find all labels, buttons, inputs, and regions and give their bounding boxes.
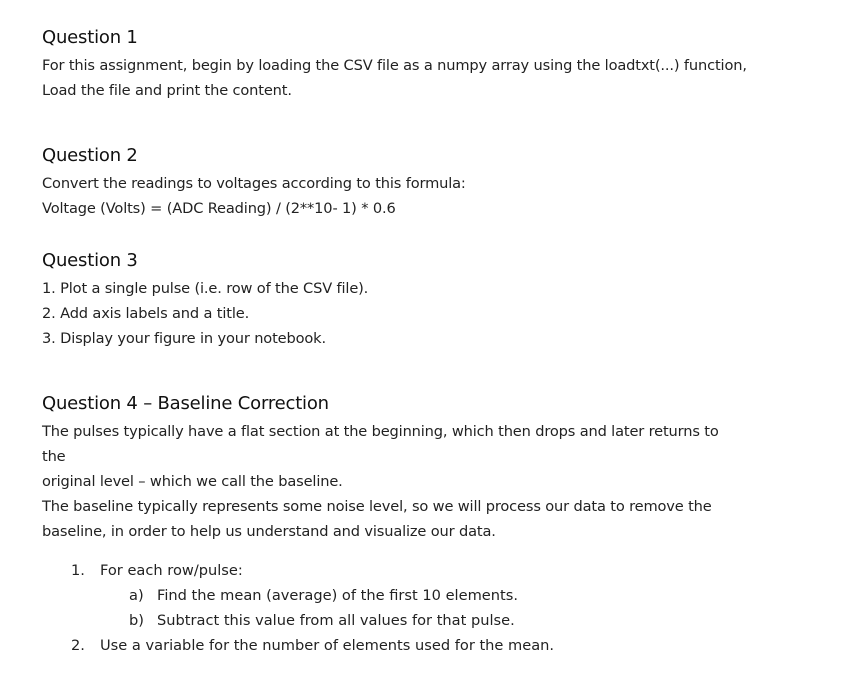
question-3-item-3: 3. Display your figure in your notebook. — [42, 330, 326, 347]
question-4-line-1: The pulses typically have a flat section at the beginning, which then drops and later returns to — [42, 423, 719, 440]
list-subitem-b-text: Subtract this value from all values for that pulse. — [157, 612, 515, 629]
question-1-heading: Question 1 — [42, 27, 138, 48]
question-3-item-2: 2. Add axis labels and a title. — [42, 305, 250, 322]
list-subitem-a-text: Find the mean (average) of the first 10 elements. — [157, 587, 519, 604]
question-4-line-2: the — [42, 448, 66, 465]
question-4-line-4: The baseline typically represents some noise level, so we will process our data to remove the — [42, 498, 712, 515]
list-subitem-b-letter: b) — [129, 612, 144, 629]
list-item-2-number: 2. — [71, 637, 85, 654]
question-4-line-3: original level – which we call the baseline. — [42, 473, 343, 490]
list-item-1-number: 1. — [71, 562, 85, 579]
list-item-2-text: Use a variable for the number of elements used for the mean. — [100, 637, 555, 654]
question-2-heading: Question 2 — [42, 145, 138, 166]
question-2-formula: Voltage (Volts) = (ADC Reading) / (2**10- 1) * 0.6 — [42, 200, 396, 217]
list-item-1-text: For each row/pulse: — [100, 562, 243, 579]
question-4-heading: Question 4 – Baseline Correction — [42, 393, 329, 414]
question-3-heading: Question 3 — [42, 250, 138, 271]
question-3-item-1: 1. Plot a single pulse (i.e. row of the CSV file). — [42, 280, 369, 297]
question-1-line-1: For this assignment, begin by loading the CSV file as a numpy array using the loadtxt(...) function, — [42, 57, 747, 74]
question-1-line-2: Load the file and print the content. — [42, 82, 292, 99]
question-2-line-1: Convert the readings to voltages according to this formula: — [42, 175, 466, 192]
question-4-line-5: baseline, in order to help us understand and visualize our data. — [42, 523, 496, 540]
list-subitem-a-letter: a) — [129, 587, 144, 604]
